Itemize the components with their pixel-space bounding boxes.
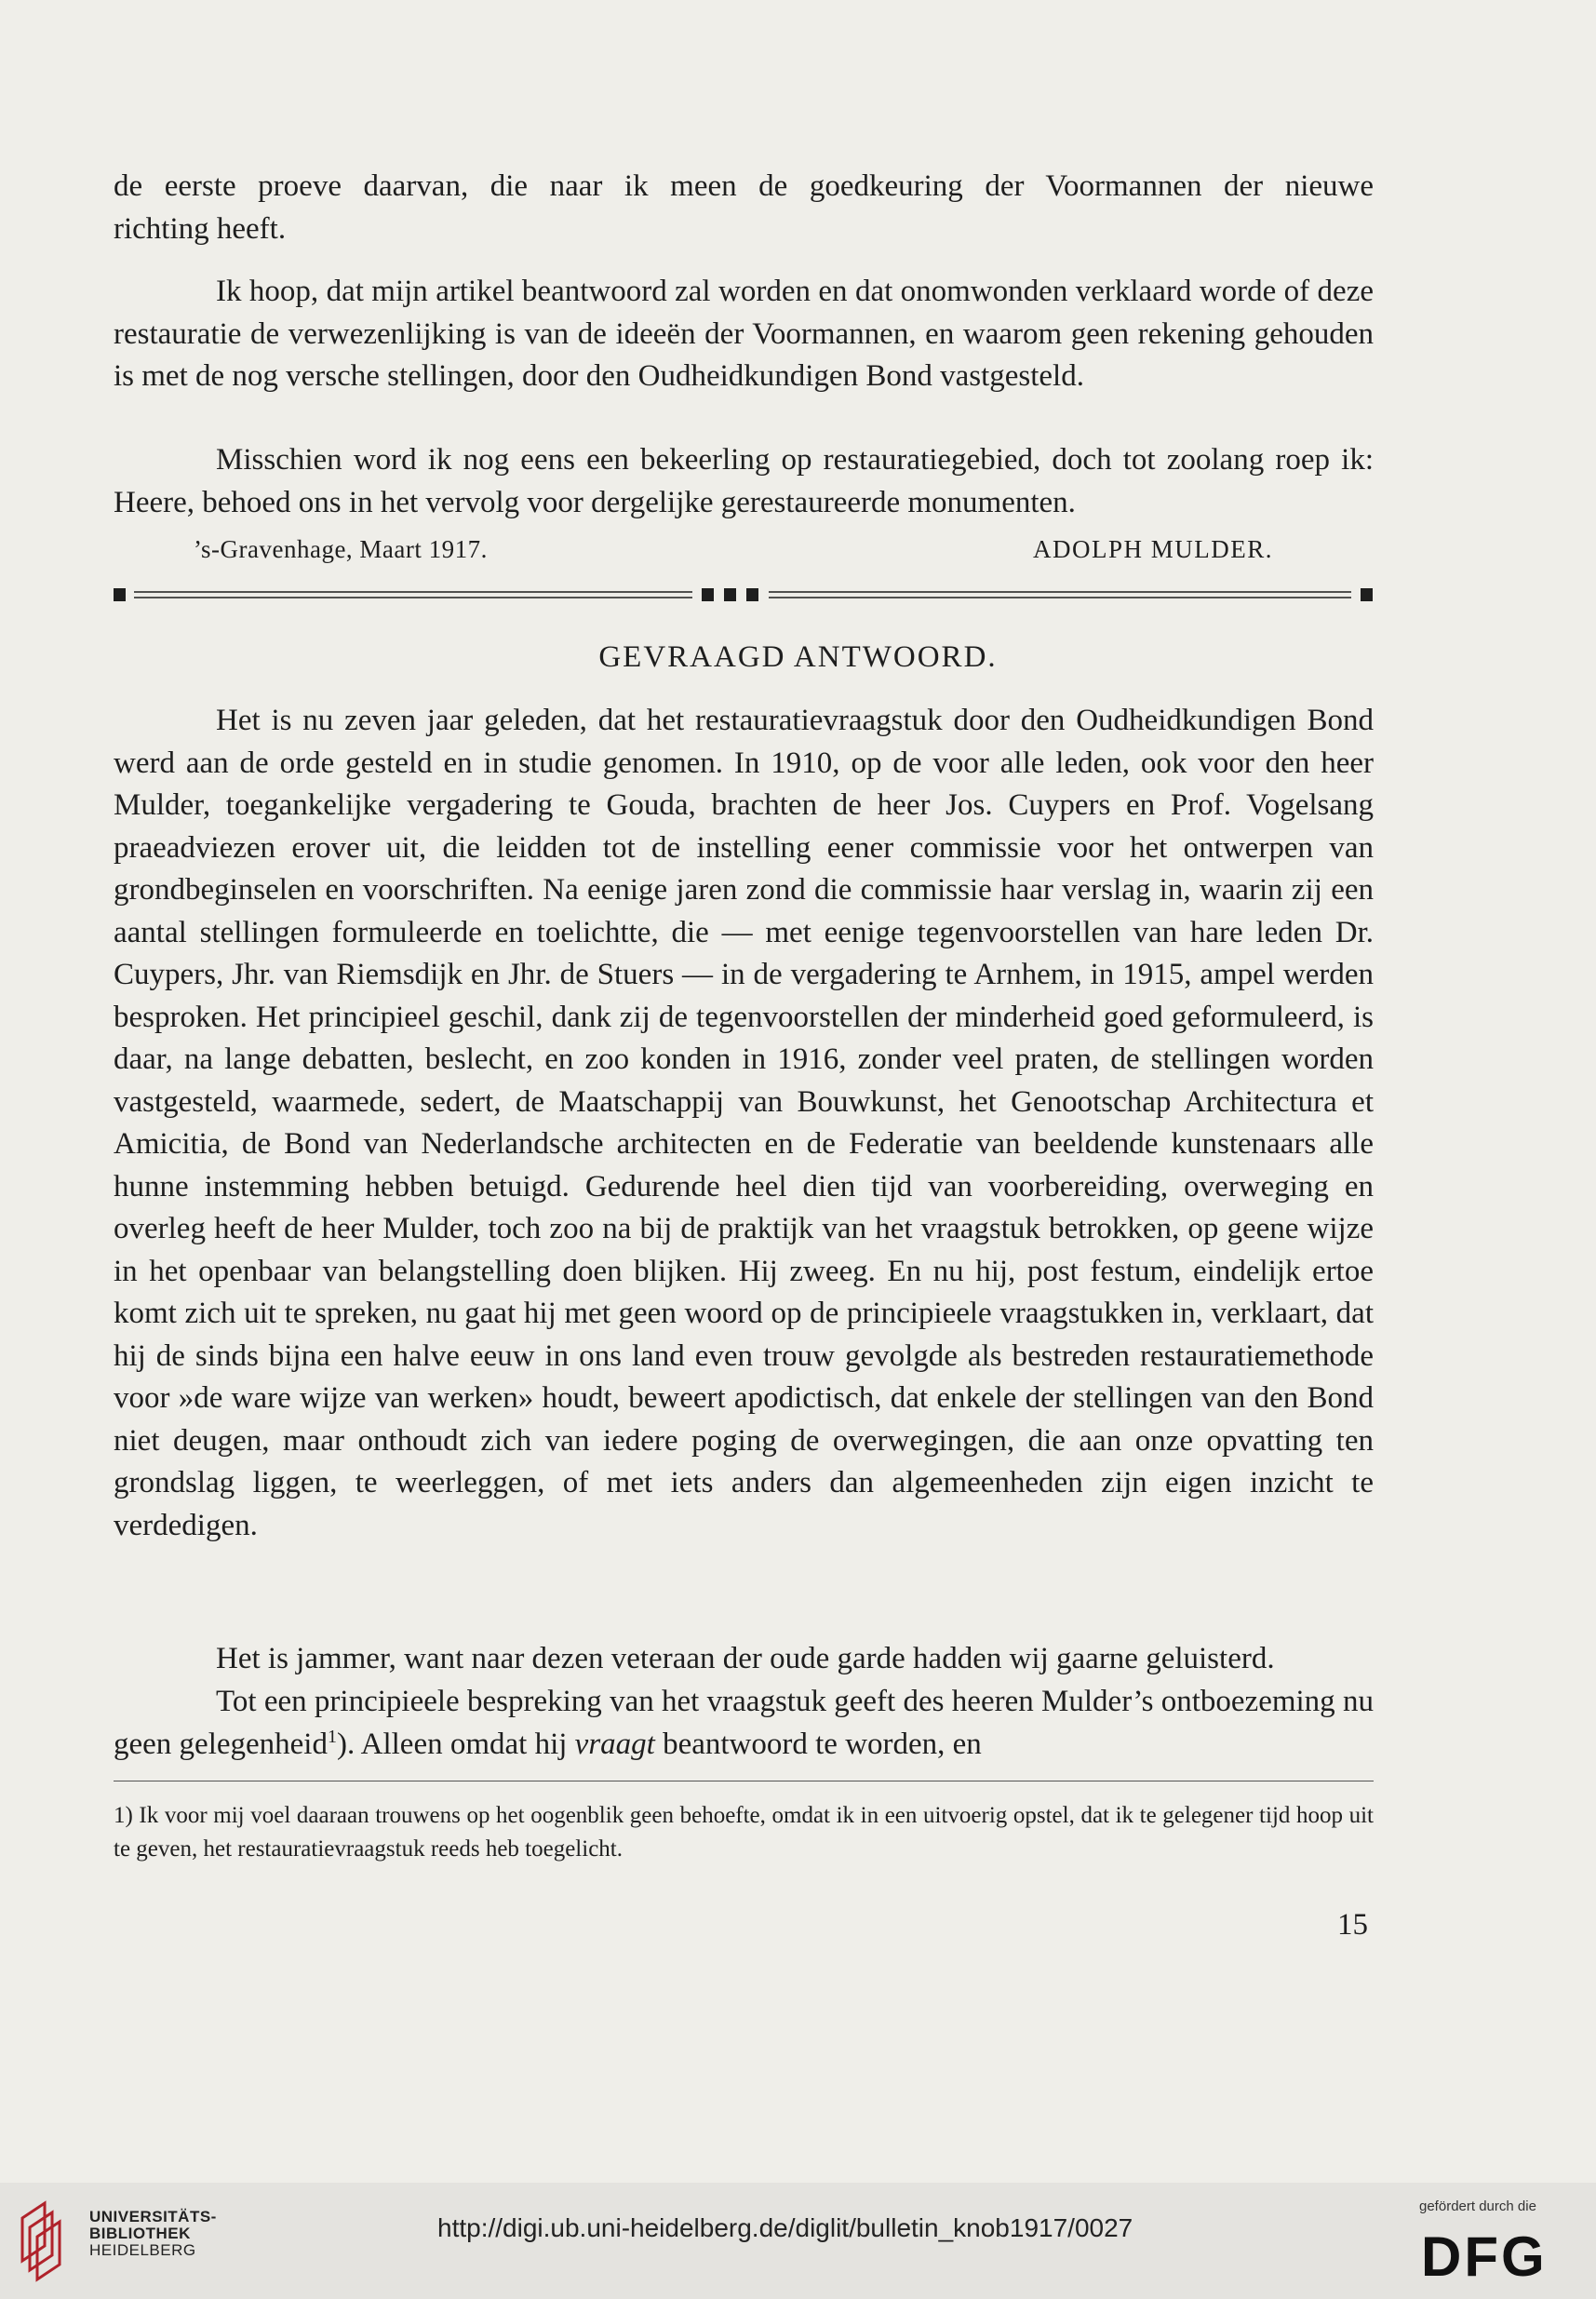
body-paragraph-1 [114,700,1374,1547]
funding-caption: gefördert durch die [1419,2198,1536,2214]
paragraph: Het is jammer, want naar dezen veteraan der oude garde hadden wij gaarne geluisterd. [216,1642,1275,1675]
intro-paragraph-2 [114,271,1374,398]
university-library-logo-icon[interactable] [17,2199,63,2283]
footnote [114,1799,1374,1866]
ornamental-divider [114,585,1374,605]
body-paragraph-2 [114,1638,1374,1681]
dfg-logo[interactable]: DFG [1421,2225,1548,2288]
footnote-marker: 1 [327,1726,337,1747]
footnote-text: 1) Ik voor mij voel daaraan trouwens op het oogenblik geen behoefte, omdat ik in een uitvoerig opstel, dat ik te gelegener tijd hoop uit te geven, het restauratievraagstuk reeds heb toegelicht. [114,1803,1374,1862]
permalink-url[interactable]: http://digi.ub.uni-heidelberg.de/diglit/bulletin_knob1917/0027 [437,2213,1133,2242]
emphasis: vraagt [574,1727,655,1761]
paragraph: Tot een principieele bespreking van het vraagstuk geeft des heeren Mulder’s ontboezeming nu geen gelegenheid$^1$). Alleen omdat hij vraagt beantwoord te worden, en [114,1685,1374,1761]
body-paragraph-3 [114,1681,1374,1766]
library-name: UNIVERSITÄTS- BIBLIOTHEK HEIDELBERG [89,2208,217,2259]
page-number: 15 [1337,1908,1368,1942]
signature-place-date: ’s-Gravenhage, Maart 1917. [194,535,488,563]
intro-line-2: richting heeft. [114,211,287,246]
paragraph: Misschien word ik nog eens een bekeerling op restauratiegebied, doch tot zoolang roep ik: Heere, behoed ons in het vervolg voor dergelijke gerestaureerde monumenten. [114,443,1374,519]
signature-author: ADOLPH MULDER. [1033,535,1274,563]
intro-paragraph-3 [114,439,1374,524]
paragraph: Ik hoop, dat mijn artikel beantwoord zal worden en dat onomwonden verklaard worde of deze restauratie de verwezenlijking is van de ideeën der Voormannen, en waarom geen rekening gehouden is met de nog versche stellingen, door den Oudheidkundigen Bond vastgesteld. [114,275,1374,393]
paragraph: Het is nu zeven jaar geleden, dat het restauratievraagstuk door den Oudheidkundigen Bond werd aan de orde gesteld en in studie genomen. In 1910, op de voor alle leden, ook voor den heer Mulder, toegankelijke vergadering te Gouda, brachten de heer Jos. Cuypers en Prof. Vogelsang praeadviezen erover uit, die leidden tot de instelling eener commissie voor het ontwerpen van grondbeginselen en voorschriften. Na eenige jaren zond die commissie haar verslag in, waarin zij een aantal stellingen formuleerde en toelichtte, die — met eenige tegenvoorstellen van hare leden Dr. Cuypers, Jhr. van Riemsdijk en Jhr. de Stuers — in de vergadering te Arnhem, in 1915, ampel werden besproken. Het principieel geschil, dank zij de tegenvoorstellen der minderheid goed geformuleerd, is daar, na lange debatten, beslecht, en zoo konden in 1916, zonder veel praten, de stellingen worden vastgesteld, waarmede, sedert, de Maatschappij van Bouwkunst, het Genootschap Architectura et Amicitia, de Bond van Nederlandsche architecten en de Federatie van beeldende kunstenaars alle hunne instemming hebben betuigd. Gedurende heel dien tijd van voorbereiding, overweging en overleg heeft de heer Mulder, toch zoo na bij de praktijk van het vraagstuk betrokken, op geene wijze in het openbaar van belangstelling doen blijken. Hij zweeg. En nu hij, post festum, eindelijk ertoe komt zich uit te spreken, nu gaat hij met geen woord op de principieele vraagstukken in, verklaart, dat hij de sinds bijna een halve eeuw in ons land even trouw gevolgde als bestreden restauratiemethode voor »de ware wijze van werken» houdt, beweert apodictisch, dat enkele der stellingen van den Bond niet deugen, maar onthoudt zich van iedere poging de overwegingen, die aan onze opvatting ten grondslag liggen, te weerleggen, of met iets anders dan algemeenheden zijn eigen inzicht te verdedigen. [114,704,1374,1542]
intro-text [114,166,1374,250]
section-heading: GEVRAAGD ANTWOORD. [598,640,998,674]
intro-line-1: de eerste proeve daarvan, die naar ik meen de goedkeuring der Voormannen der nieuwe [114,169,1374,203]
